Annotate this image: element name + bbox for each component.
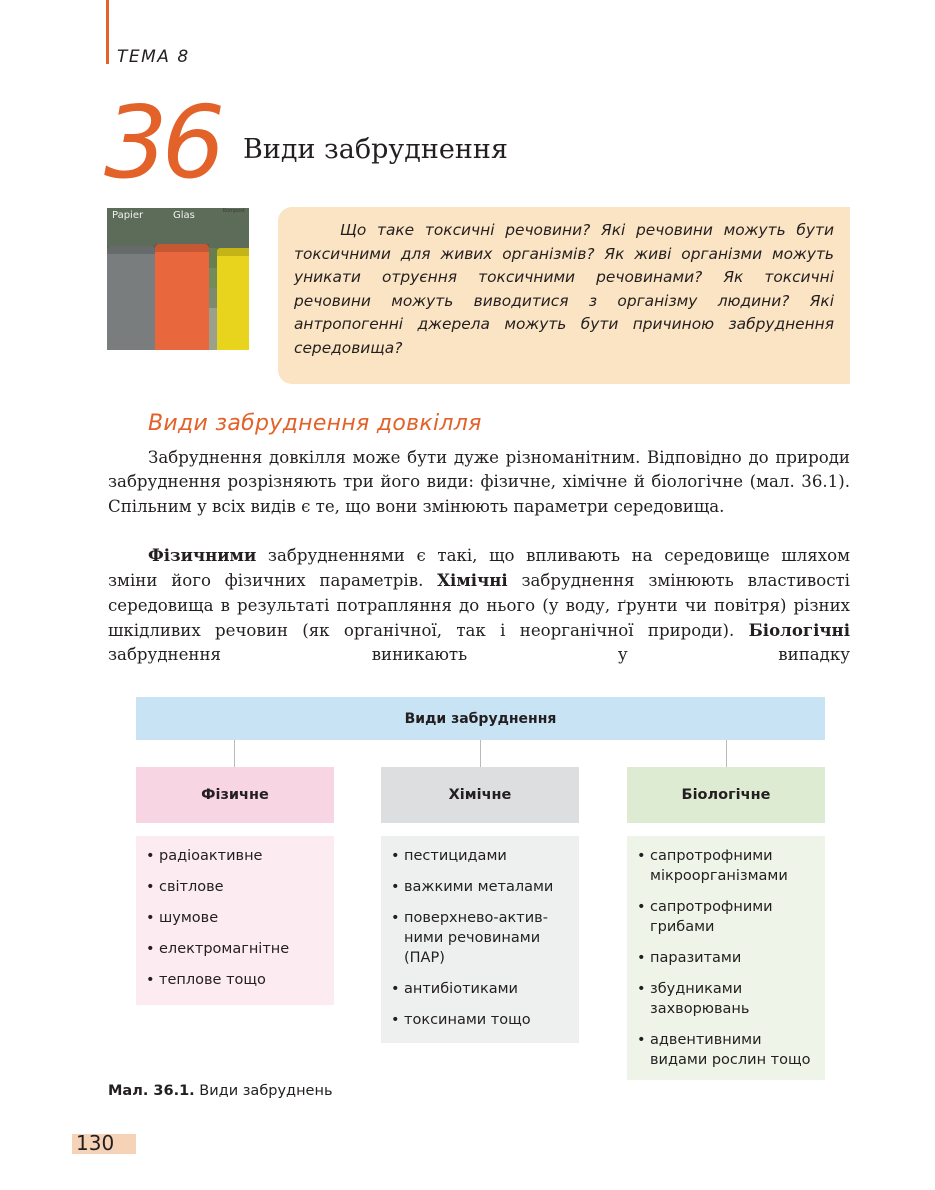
bin-label-glas: Glas xyxy=(173,210,195,221)
connector-line xyxy=(726,740,727,767)
list-item: • теплове тощо xyxy=(146,970,326,990)
category-physical: Фізичне xyxy=(136,767,334,823)
topic-label: ТЕМА 8 xyxy=(117,47,190,67)
list-item: • важкими металами xyxy=(391,877,571,897)
paragraph-1: Забруднення довкілля може бути дуже різноманітним. Відповідно до природи забруднення розрізняють три його види: фізичне, хімічне й біологічне (мал. 36.1). Спільним у всіх видів є те, що вони змінюють параметри середовища. xyxy=(108,448,850,516)
list-item: • шумове xyxy=(146,908,326,928)
questions-box xyxy=(278,207,850,384)
topic-bar xyxy=(106,0,109,64)
list-item: • сапротрофними грибами xyxy=(637,897,817,937)
list-item: • збудниками захворювань xyxy=(637,979,817,1019)
connector-line xyxy=(234,740,235,767)
physical-list xyxy=(136,836,334,1005)
list-item: • електромагнітне xyxy=(146,939,326,959)
list-item: • сапротрофними мікроорганізмами xyxy=(637,846,817,886)
list-item: • адвентивними видами рослин тощо xyxy=(637,1030,817,1070)
orange-bin xyxy=(155,244,209,350)
list-item: • поверхнево-активними речовинами (ПАР) xyxy=(391,908,571,968)
list-item: • пестицидами xyxy=(391,846,571,866)
bin-label-kompost: Kompost xyxy=(223,208,245,214)
page-number: 130 xyxy=(76,1131,115,1155)
list-item: • паразитами xyxy=(637,948,817,968)
list-item: • радіоактивне xyxy=(146,846,326,866)
list-item: • токсинами тощо xyxy=(391,1010,571,1030)
connector-line xyxy=(480,740,481,767)
category-chemical: Хімічне xyxy=(381,767,579,823)
chapter-number: 36 xyxy=(104,84,220,201)
section-heading: Види забруднення довкілля xyxy=(148,411,482,436)
chapter-title: Види забруднення xyxy=(243,134,508,165)
list-item: • світлове xyxy=(146,877,326,897)
term-chemical: Хімічні xyxy=(437,570,508,591)
paragraph-2: Фізичними забрудненнями є такі, що впливають на середовище шляхом зміни його фізичних параметрів. Хімічні забруднення змінюють властивості середовища в результаті потрапляння до нього (у воду, ґрунти чи повітря) різних шкідливих речовин (як органічної, так і неорганічної природи). Біологічні забруднення виникають у випадку xyxy=(108,545,850,665)
category-biological: Біологічне xyxy=(627,767,825,823)
recycling-bins-photo xyxy=(107,208,249,350)
chemical-list xyxy=(381,836,579,1043)
questions-text: Що таке токсичні речовини? Які речовини можуть бути токсичними для живих організмів? Як живі організми можуть уникати отруєння токсичними речовинами? Як токсичні речовини можуть виводитися з організму людини? Які антропогенні джерела можуть бути причиною забруднення середовища? xyxy=(294,221,834,357)
diagram-title: Види забруднення xyxy=(136,697,825,740)
term-physical: Фізичними xyxy=(148,545,257,565)
biological-list xyxy=(627,836,825,1080)
yellow-bin xyxy=(217,248,249,350)
term-biological: Біологічні xyxy=(748,619,850,640)
bin-label-papier: Papier xyxy=(112,210,144,221)
list-item: • антибіотиками xyxy=(391,979,571,999)
grey-bin xyxy=(107,246,155,350)
figure-caption: Мал. 36.1. Види забруднень xyxy=(108,1083,333,1099)
